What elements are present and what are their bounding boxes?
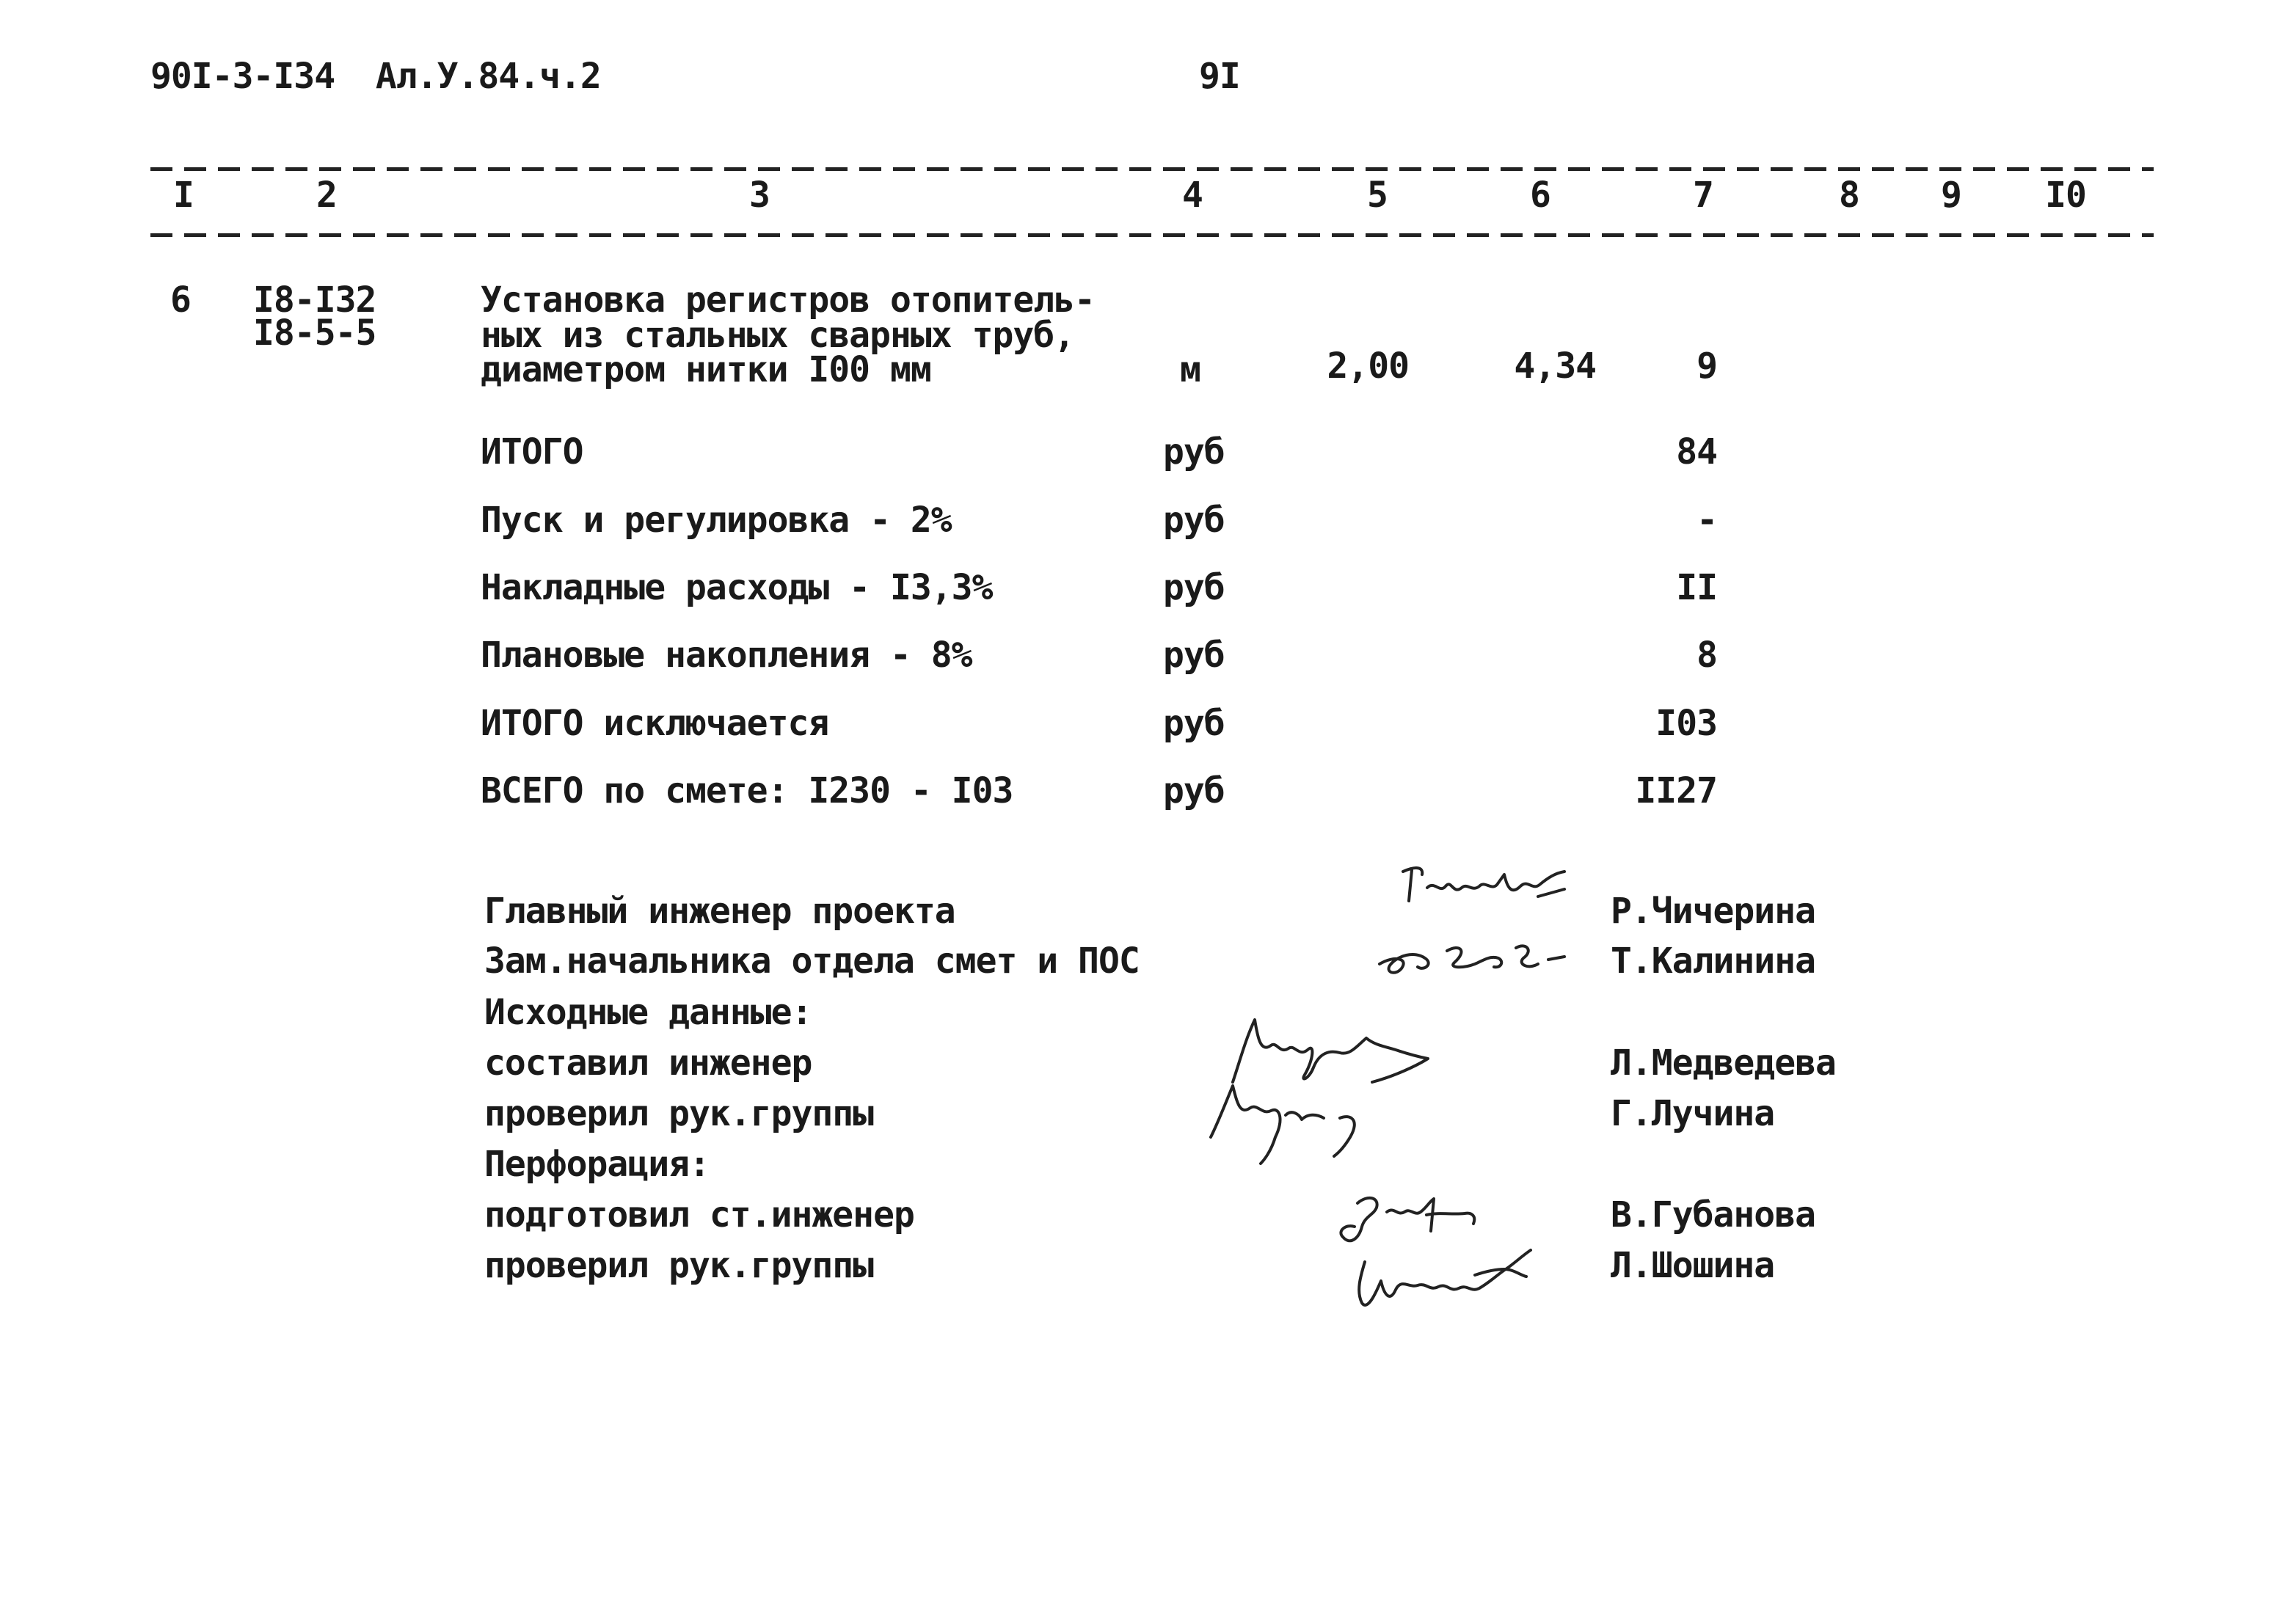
column-header-7: 7 <box>1693 175 1713 216</box>
summary-value: II27 <box>1635 770 1717 811</box>
item-code-2: I8-5-5 <box>253 313 376 354</box>
summary-label: Пуск и регулировка - 2% <box>481 500 952 541</box>
signature-luchina <box>1203 1071 1380 1166</box>
staff-role: Исходные данные: <box>484 992 812 1033</box>
staff-name: В.Губанова <box>1611 1194 1815 1235</box>
staff-name: Т.Калинина <box>1611 941 1815 982</box>
item-unit: м <box>1180 349 1200 390</box>
staff-role: Зам.начальника отдела смет и ПОС <box>484 941 1140 982</box>
item-number: 6 <box>170 280 191 321</box>
staff-name: Г.Лучина <box>1611 1093 1775 1134</box>
summary-value: - <box>1697 500 1717 541</box>
column-header-8: 8 <box>1839 175 1859 216</box>
signature-shoshina <box>1350 1233 1548 1321</box>
column-header-4: 4 <box>1182 175 1203 216</box>
staff-role: Главный инженер проекта <box>484 891 955 932</box>
column-header-10: I0 <box>2045 175 2086 216</box>
signature-chicherina <box>1394 858 1585 924</box>
column-header-3: 3 <box>749 175 770 216</box>
summary-label: Плановые накопления - 8% <box>481 635 972 676</box>
summary-value: II <box>1676 567 1717 608</box>
item-description-line-1: Установка регистров отопитель- <box>481 280 1095 321</box>
item-unit-price: 4,34 <box>1514 346 1596 387</box>
item-description-line-3: диаметром нитки I00 мм <box>481 349 931 390</box>
header-rule-bottom <box>150 233 2154 237</box>
column-header-2: 2 <box>316 175 337 216</box>
summary-unit: руб <box>1163 431 1225 472</box>
staff-role: проверил рук.группы <box>484 1093 874 1134</box>
summary-value: 8 <box>1697 635 1717 676</box>
column-header-6: 6 <box>1530 175 1550 216</box>
summary-unit: руб <box>1163 500 1225 541</box>
signature-kalinina <box>1372 926 1592 985</box>
item-quantity: 2,00 <box>1327 346 1409 387</box>
item-code-1: I8-I32 <box>253 280 376 321</box>
staff-role: составил инженер <box>484 1043 812 1084</box>
summary-unit: руб <box>1163 770 1225 811</box>
staff-role: подготовил ст.инженер <box>484 1194 914 1235</box>
document-code: 90I-3-I34 Ал.У.84.ч.2 <box>150 56 601 97</box>
summary-unit: руб <box>1163 703 1225 744</box>
item-total: 9 <box>1697 346 1717 387</box>
column-header-1: I <box>173 175 194 216</box>
staff-role: Перфорация: <box>484 1144 710 1185</box>
summary-label: ВСЕГО по смете: I230 - I03 <box>481 770 1013 811</box>
column-header-9: 9 <box>1941 175 1961 216</box>
staff-role: проверил рук.группы <box>484 1245 874 1286</box>
page-number: 9I <box>1199 56 1240 97</box>
summary-unit: руб <box>1163 567 1225 608</box>
summary-label: Накладные расходы - I3,3% <box>481 567 993 608</box>
staff-name: Л.Шошина <box>1611 1245 1775 1286</box>
summary-value: I03 <box>1655 703 1717 744</box>
staff-name: Р.Чичерина <box>1611 891 1815 932</box>
header-rule-top <box>150 167 2154 171</box>
column-header-5: 5 <box>1367 175 1388 216</box>
summary-value: 84 <box>1676 431 1717 472</box>
summary-label: ИТОГО <box>481 431 583 472</box>
summary-unit: руб <box>1163 635 1225 676</box>
item-description-line-2: ных из стальных сварных труб, <box>481 315 1075 356</box>
summary-label: ИТОГО исключается <box>481 703 829 744</box>
staff-name: Л.Медведева <box>1611 1043 1836 1084</box>
